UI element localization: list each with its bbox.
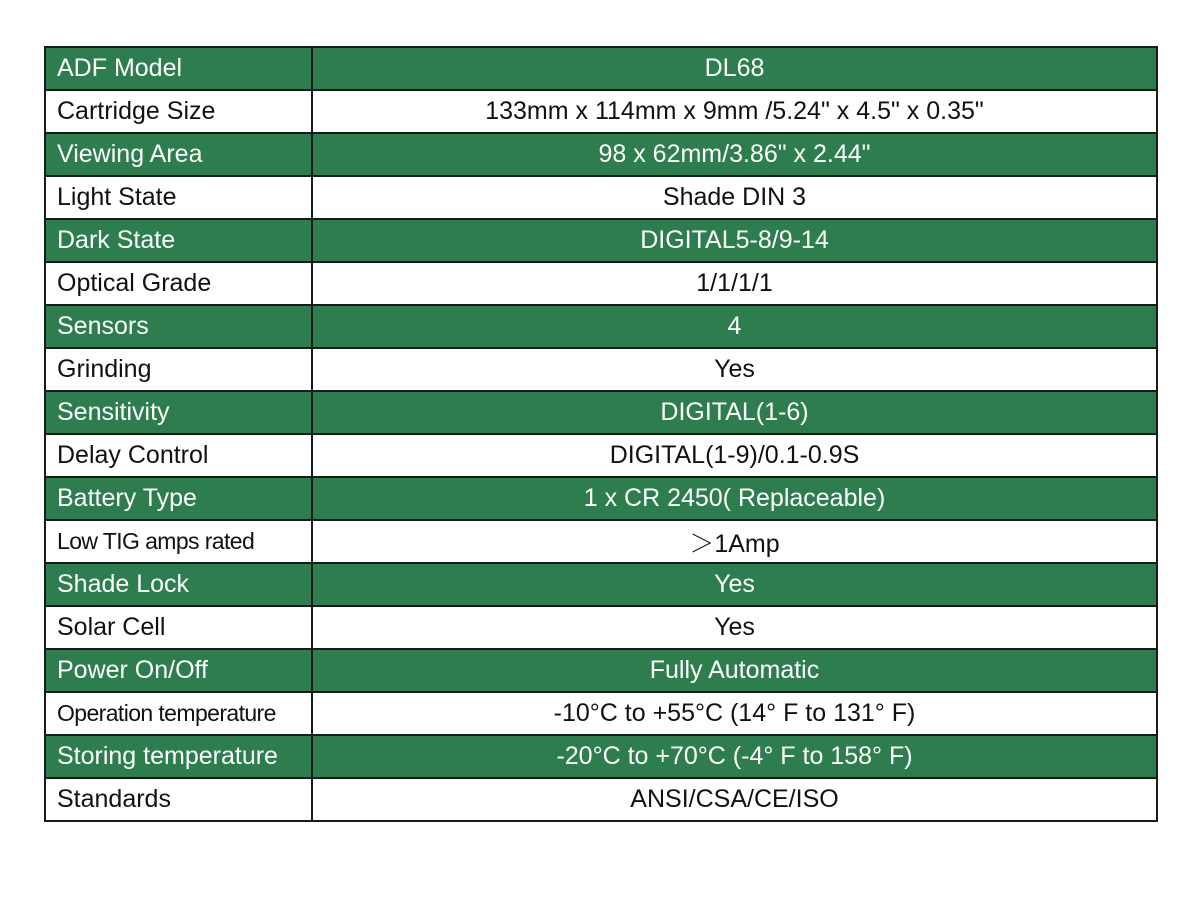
row-label: Shade Lock (45, 563, 312, 606)
row-value: Fully Automatic (312, 649, 1157, 692)
row-value: ANSI/CSA/CE/ISO (312, 778, 1157, 821)
row-value: -10°C to +55°C (14° F to 131° F) (312, 692, 1157, 735)
row-label: Viewing Area (45, 133, 312, 176)
table-row (45, 778, 1157, 821)
table-row (45, 477, 1157, 520)
row-value: Yes (312, 348, 1157, 391)
table-row (45, 348, 1157, 391)
table-row (45, 305, 1157, 348)
table-row (45, 563, 1157, 606)
row-value: ＞1Amp (312, 520, 1157, 563)
row-label: Delay Control (45, 434, 312, 477)
row-value: DL68 (312, 47, 1157, 90)
row-value: Shade DIN 3 (312, 176, 1157, 219)
row-label: Dark State (45, 219, 312, 262)
row-label: Battery Type (45, 477, 312, 520)
table-row (45, 692, 1157, 735)
row-label: Sensitivity (45, 391, 312, 434)
spec-table (44, 46, 1158, 822)
table-row (45, 649, 1157, 692)
table-row (45, 262, 1157, 305)
row-label: Standards (45, 778, 312, 821)
row-label: Power On/Off (45, 649, 312, 692)
row-value: 1 x CR 2450( Replaceable) (312, 477, 1157, 520)
row-value: Yes (312, 563, 1157, 606)
table-row (45, 391, 1157, 434)
row-label: Light State (45, 176, 312, 219)
row-value: 4 (312, 305, 1157, 348)
row-value: Yes (312, 606, 1157, 649)
row-label: Optical Grade (45, 262, 312, 305)
row-label: Sensors (45, 305, 312, 348)
row-label: Solar Cell (45, 606, 312, 649)
table-row (45, 47, 1157, 90)
table-row (45, 219, 1157, 262)
row-label: Operation temperature (45, 692, 312, 735)
row-value: 133mm x 114mm x 9mm /5.24" x 4.5" x 0.35" (312, 90, 1157, 133)
row-label: Storing temperature (45, 735, 312, 778)
row-label: Grinding (45, 348, 312, 391)
row-value: -20°C to +70°C (-4° F to 158° F) (312, 735, 1157, 778)
row-value: DIGITAL(1-6) (312, 391, 1157, 434)
table-row (45, 90, 1157, 133)
spec-table-container (44, 46, 1156, 822)
row-value: DIGITAL5-8/9-14 (312, 219, 1157, 262)
table-row (45, 735, 1157, 778)
table-row (45, 606, 1157, 649)
table-row (45, 133, 1157, 176)
row-label: Cartridge Size (45, 90, 312, 133)
row-label: Low TIG amps rated (45, 520, 312, 563)
table-row (45, 434, 1157, 477)
row-label: ADF Model (45, 47, 312, 90)
table-row (45, 520, 1157, 563)
row-value: 1/1/1/1 (312, 262, 1157, 305)
table-row (45, 176, 1157, 219)
row-value: DIGITAL(1-9)/0.1-0.9S (312, 434, 1157, 477)
row-value: 98 x 62mm/3.86" x 2.44" (312, 133, 1157, 176)
